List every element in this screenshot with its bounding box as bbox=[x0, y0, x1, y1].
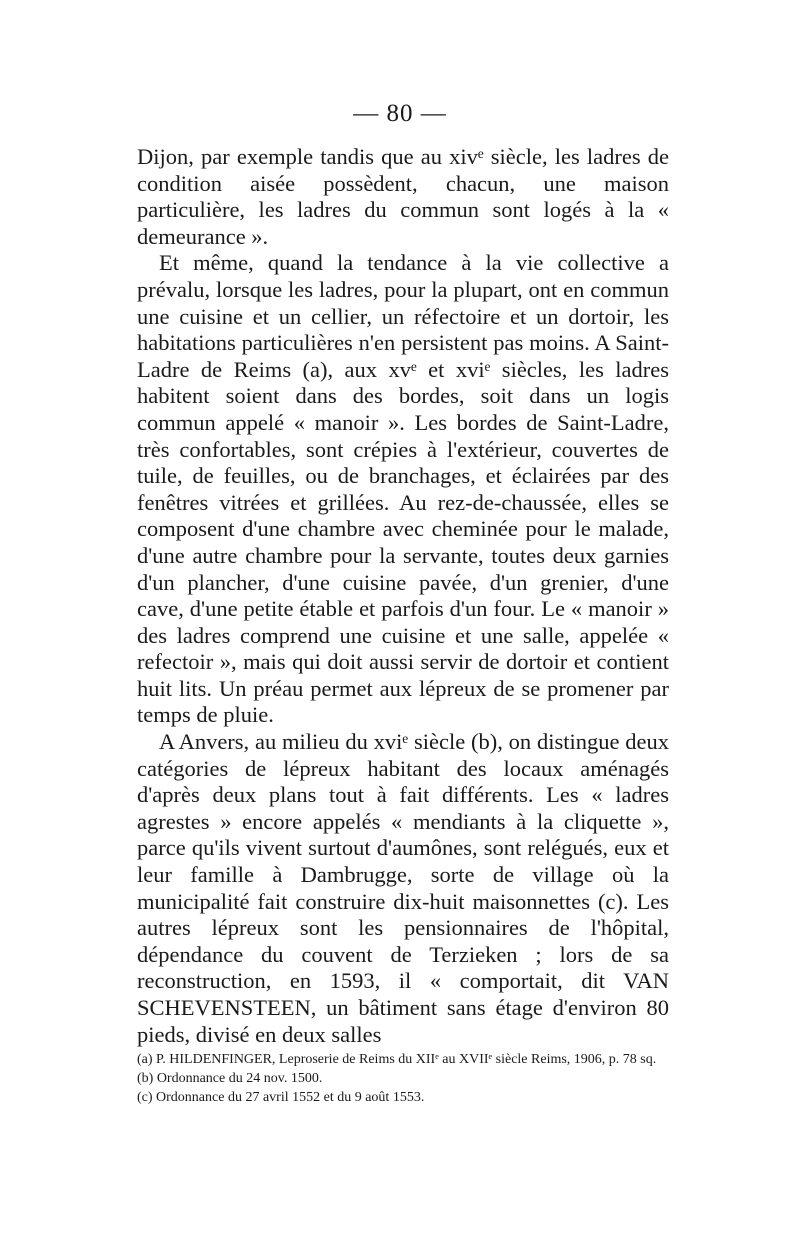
footnote: (b) Ordonnance du 24 nov. 1500. bbox=[137, 1071, 323, 1086]
paragraph: Et même, quand la tendance à la vie collective a prévalu, lorsque les ladres, pour la plupart, ont en commun une cuisine et un cellier, un réfectoire et un dortoir, les habitations particulières n'en persistent pas moins. A Saint-Ladre de Reims (a), aux xvᵉ et xviᵉ siècles, les ladres habitent soient dans des bordes, soit dans un logis commun appelé « manoir ». Les bordes de Saint-Ladre, très confortables, sont crépies à l'extérieur, couvertes de tuile, de feuilles, ou de branchages, et éclairées par des fenêtres vitrées et grillées. Au rez-de-chaussée, elles se composent d'une chambre avec cheminée pour le malade, d'une autre chambre pour la servante, toutes deux garnies d'un plancher, d'une cuisine pavée, d'un grenier, d'une cave, d'une petite étable et parfois d'un four. Le « manoir » des ladres comprend une cuisine et une salle, appelée « refectoir », mais qui doit aussi servir de dortoir et contient huit lits. Un préau permet aux lépreux de se promener par temps de pluie. bbox=[137, 250, 669, 728]
paragraph: A Anvers, au milieu du xviᵉ siècle (b), on distingue deux catégories de lépreux habitant des locaux aménagés d'après deux plans tout à fait différents. Les « ladres agrestes » encore appelés « mendiants à la cliquette », parce qu'ils vivent surtout d'aumônes, sont relégués, eux et leur famille à Dambrugge, sorte de village où la municipalité fait construire dix-huit maisonnettes (c). Les autres lépreux sont les pensionnaires de l'hôpital, dépendance du couvent de Terzieken ; lors de sa reconstruction, en 1593, il « comportait, dit VAN SCHEVENSTEEN, un bâtiment sans étage d'environ 80 pieds, divisé en deux salles bbox=[137, 729, 669, 1047]
page-number: — 80 — bbox=[353, 100, 447, 127]
body-text bbox=[137, 144, 669, 1048]
footnotes bbox=[137, 1050, 669, 1107]
paragraph: Dijon, par exemple tandis que au xivᵉ siècle, les ladres de condition aisée possèdent, chacun, une maison particulière, les ladres du commun sont logés à la « demeurance ». bbox=[137, 144, 669, 249]
footnote: (a) P. HILDENFINGER, Leproserie de Reims du XIIᵉ au XVIIᵉ siècle Reims, 1906, p. 78 sq. bbox=[137, 1052, 657, 1067]
footnote: (c) Ordonnance du 27 avril 1552 et du 9 août 1553. bbox=[137, 1090, 425, 1105]
